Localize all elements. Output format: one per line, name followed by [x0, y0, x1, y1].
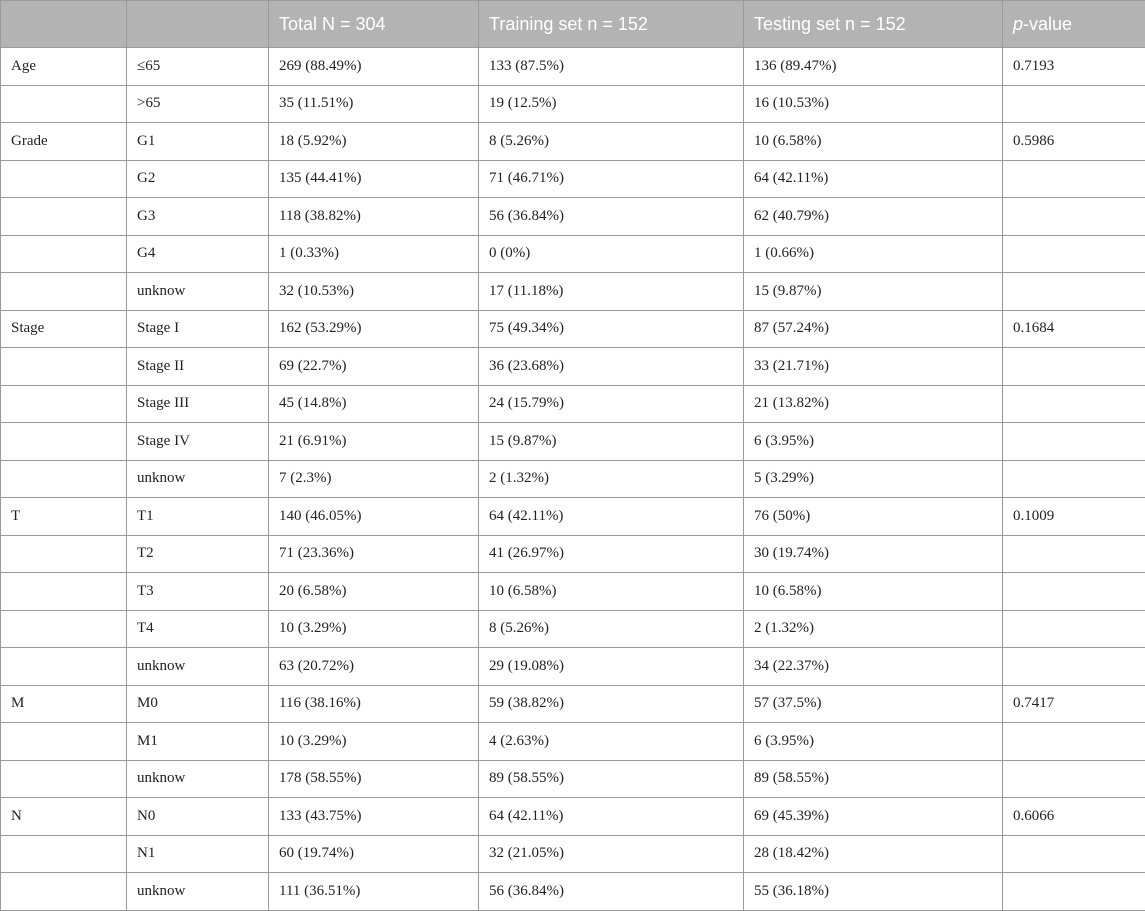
- cell-testing: 89 (58.55%): [744, 760, 1003, 798]
- header-p-italic: p: [1013, 14, 1023, 34]
- table-row: [1, 198, 1145, 236]
- cell-variable: N: [1, 798, 127, 836]
- table-row: [1, 648, 1145, 686]
- cell-variable: [1, 273, 127, 311]
- cell-variable: Age: [1, 48, 127, 86]
- cell-training: 36 (23.68%): [479, 348, 744, 386]
- cell-testing: 76 (50%): [744, 498, 1003, 536]
- cell-category: G3: [127, 198, 269, 236]
- cell-p-value: [1003, 235, 1145, 273]
- cell-p-value: [1003, 348, 1145, 386]
- table-row: [1, 235, 1145, 273]
- cell-training: 2 (1.32%): [479, 460, 744, 498]
- cell-p-value: [1003, 835, 1145, 873]
- cell-training: 8 (5.26%): [479, 123, 744, 161]
- cell-variable: [1, 460, 127, 498]
- table-row: [1, 348, 1145, 386]
- cell-testing: 55 (36.18%): [744, 873, 1003, 911]
- cell-total: 10 (3.29%): [269, 723, 479, 761]
- cell-training: 24 (15.79%): [479, 385, 744, 423]
- table-row: [1, 835, 1145, 873]
- cell-p-value: 0.7417: [1003, 685, 1145, 723]
- cell-training: 71 (46.71%): [479, 160, 744, 198]
- cell-training: 133 (87.5%): [479, 48, 744, 86]
- cell-testing: 5 (3.29%): [744, 460, 1003, 498]
- cell-p-value: [1003, 873, 1145, 911]
- cell-total: 111 (36.51%): [269, 873, 479, 911]
- cell-total: 63 (20.72%): [269, 648, 479, 686]
- cell-variable: [1, 423, 127, 461]
- cell-training: 19 (12.5%): [479, 85, 744, 123]
- cell-training: 89 (58.55%): [479, 760, 744, 798]
- cell-testing: 10 (6.58%): [744, 573, 1003, 611]
- cell-training: 64 (42.11%): [479, 498, 744, 536]
- cell-testing: 15 (9.87%): [744, 273, 1003, 311]
- cell-training: 4 (2.63%): [479, 723, 744, 761]
- cell-category: T2: [127, 535, 269, 573]
- cell-total: 118 (38.82%): [269, 198, 479, 236]
- cell-category: G2: [127, 160, 269, 198]
- cell-testing: 57 (37.5%): [744, 685, 1003, 723]
- cell-category: unknow: [127, 760, 269, 798]
- cell-testing: 1 (0.66%): [744, 235, 1003, 273]
- cell-category: T4: [127, 610, 269, 648]
- cell-category: ≤65: [127, 48, 269, 86]
- table-row: [1, 160, 1145, 198]
- header-testing-set: Testing set n = 152: [744, 1, 1003, 48]
- cell-p-value: [1003, 723, 1145, 761]
- cell-p-value: [1003, 535, 1145, 573]
- cell-category: N0: [127, 798, 269, 836]
- cell-training: 29 (19.08%): [479, 648, 744, 686]
- cell-p-value: 0.1009: [1003, 498, 1145, 536]
- cell-category: unknow: [127, 873, 269, 911]
- cell-training: 0 (0%): [479, 235, 744, 273]
- cell-variable: [1, 723, 127, 761]
- header-category: [127, 1, 269, 48]
- cell-testing: 87 (57.24%): [744, 310, 1003, 348]
- cell-p-value: 0.1684: [1003, 310, 1145, 348]
- cell-category: M0: [127, 685, 269, 723]
- cell-variable: T: [1, 498, 127, 536]
- cell-testing: 10 (6.58%): [744, 123, 1003, 161]
- cell-testing: 30 (19.74%): [744, 535, 1003, 573]
- cell-category: unknow: [127, 460, 269, 498]
- cell-total: 140 (46.05%): [269, 498, 479, 536]
- table-row: [1, 723, 1145, 761]
- cell-total: 269 (88.49%): [269, 48, 479, 86]
- cell-variable: [1, 85, 127, 123]
- cell-variable: [1, 648, 127, 686]
- table-row: [1, 798, 1145, 836]
- cell-variable: [1, 873, 127, 911]
- cell-total: 116 (38.16%): [269, 685, 479, 723]
- cell-total: 32 (10.53%): [269, 273, 479, 311]
- table-row: [1, 423, 1145, 461]
- cell-category: T3: [127, 573, 269, 611]
- cell-p-value: [1003, 460, 1145, 498]
- cell-p-value: [1003, 423, 1145, 461]
- cell-p-value: 0.6066: [1003, 798, 1145, 836]
- cell-training: 75 (49.34%): [479, 310, 744, 348]
- cell-training: 56 (36.84%): [479, 198, 744, 236]
- cell-category: Stage II: [127, 348, 269, 386]
- cell-p-value: [1003, 760, 1145, 798]
- cell-training: 17 (11.18%): [479, 273, 744, 311]
- cell-testing: 6 (3.95%): [744, 723, 1003, 761]
- cell-variable: [1, 198, 127, 236]
- cell-total: 45 (14.8%): [269, 385, 479, 423]
- table-row: [1, 760, 1145, 798]
- cell-p-value: [1003, 385, 1145, 423]
- table-row: [1, 535, 1145, 573]
- cell-testing: 2 (1.32%): [744, 610, 1003, 648]
- cell-total: 71 (23.36%): [269, 535, 479, 573]
- cell-variable: [1, 573, 127, 611]
- header-p-value: [1003, 1, 1145, 48]
- cell-variable: [1, 160, 127, 198]
- table-row: [1, 498, 1145, 536]
- table-row: [1, 385, 1145, 423]
- cell-p-value: 0.7193: [1003, 48, 1145, 86]
- cell-total: 135 (44.41%): [269, 160, 479, 198]
- cell-category: G4: [127, 235, 269, 273]
- cell-testing: 33 (21.71%): [744, 348, 1003, 386]
- cell-category: unknow: [127, 273, 269, 311]
- table-row: [1, 273, 1145, 311]
- cell-training: 64 (42.11%): [479, 798, 744, 836]
- cell-training: 41 (26.97%): [479, 535, 744, 573]
- cell-category: Stage I: [127, 310, 269, 348]
- cell-category: T1: [127, 498, 269, 536]
- header-training-set: Training set n = 152: [479, 1, 744, 48]
- cell-category: M1: [127, 723, 269, 761]
- cell-p-value: [1003, 85, 1145, 123]
- cell-training: 15 (9.87%): [479, 423, 744, 461]
- cell-variable: Stage: [1, 310, 127, 348]
- cell-training: 59 (38.82%): [479, 685, 744, 723]
- cell-testing: 69 (45.39%): [744, 798, 1003, 836]
- cell-total: 21 (6.91%): [269, 423, 479, 461]
- cell-testing: 136 (89.47%): [744, 48, 1003, 86]
- table-row: [1, 573, 1145, 611]
- table-row: [1, 610, 1145, 648]
- cell-p-value: [1003, 198, 1145, 236]
- cell-p-value: [1003, 160, 1145, 198]
- cell-category: G1: [127, 123, 269, 161]
- cell-variable: [1, 348, 127, 386]
- table-header: [1, 1, 1145, 48]
- cell-testing: 34 (22.37%): [744, 648, 1003, 686]
- cell-category: >65: [127, 85, 269, 123]
- cell-total: 60 (19.74%): [269, 835, 479, 873]
- cell-total: 178 (58.55%): [269, 760, 479, 798]
- cell-total: 35 (11.51%): [269, 85, 479, 123]
- cell-total: 1 (0.33%): [269, 235, 479, 273]
- cell-training: 56 (36.84%): [479, 873, 744, 911]
- table-row: [1, 310, 1145, 348]
- table-row: [1, 85, 1145, 123]
- cell-testing: 62 (40.79%): [744, 198, 1003, 236]
- table-body: [1, 48, 1145, 911]
- header-row: [1, 1, 1145, 48]
- cell-category: Stage III: [127, 385, 269, 423]
- cell-variable: M: [1, 685, 127, 723]
- cell-variable: [1, 760, 127, 798]
- cell-total: 10 (3.29%): [269, 610, 479, 648]
- cell-total: 7 (2.3%): [269, 460, 479, 498]
- cell-p-value: [1003, 273, 1145, 311]
- cell-testing: 6 (3.95%): [744, 423, 1003, 461]
- header-p-suffix: -value: [1023, 14, 1072, 34]
- cell-p-value: 0.5986: [1003, 123, 1145, 161]
- cell-total: 20 (6.58%): [269, 573, 479, 611]
- table-row: [1, 873, 1145, 911]
- cell-variable: [1, 610, 127, 648]
- cell-variable: [1, 235, 127, 273]
- cell-training: 32 (21.05%): [479, 835, 744, 873]
- cell-testing: 64 (42.11%): [744, 160, 1003, 198]
- cell-training: 8 (5.26%): [479, 610, 744, 648]
- cell-category: Stage IV: [127, 423, 269, 461]
- cell-p-value: [1003, 573, 1145, 611]
- cell-total: 133 (43.75%): [269, 798, 479, 836]
- cell-testing: 28 (18.42%): [744, 835, 1003, 873]
- table-row: [1, 460, 1145, 498]
- cell-total: 69 (22.7%): [269, 348, 479, 386]
- cell-total: 162 (53.29%): [269, 310, 479, 348]
- cell-p-value: [1003, 648, 1145, 686]
- cell-category: unknow: [127, 648, 269, 686]
- header-variable: [1, 1, 127, 48]
- header-total: Total N = 304: [269, 1, 479, 48]
- cell-variable: [1, 835, 127, 873]
- cell-category: N1: [127, 835, 269, 873]
- table-row: [1, 123, 1145, 161]
- table-row: [1, 685, 1145, 723]
- cell-variable: [1, 535, 127, 573]
- cell-variable: Grade: [1, 123, 127, 161]
- cell-total: 18 (5.92%): [269, 123, 479, 161]
- cell-p-value: [1003, 610, 1145, 648]
- cell-testing: 16 (10.53%): [744, 85, 1003, 123]
- cell-variable: [1, 385, 127, 423]
- cell-testing: 21 (13.82%): [744, 385, 1003, 423]
- table-row: [1, 48, 1145, 86]
- cell-training: 10 (6.58%): [479, 573, 744, 611]
